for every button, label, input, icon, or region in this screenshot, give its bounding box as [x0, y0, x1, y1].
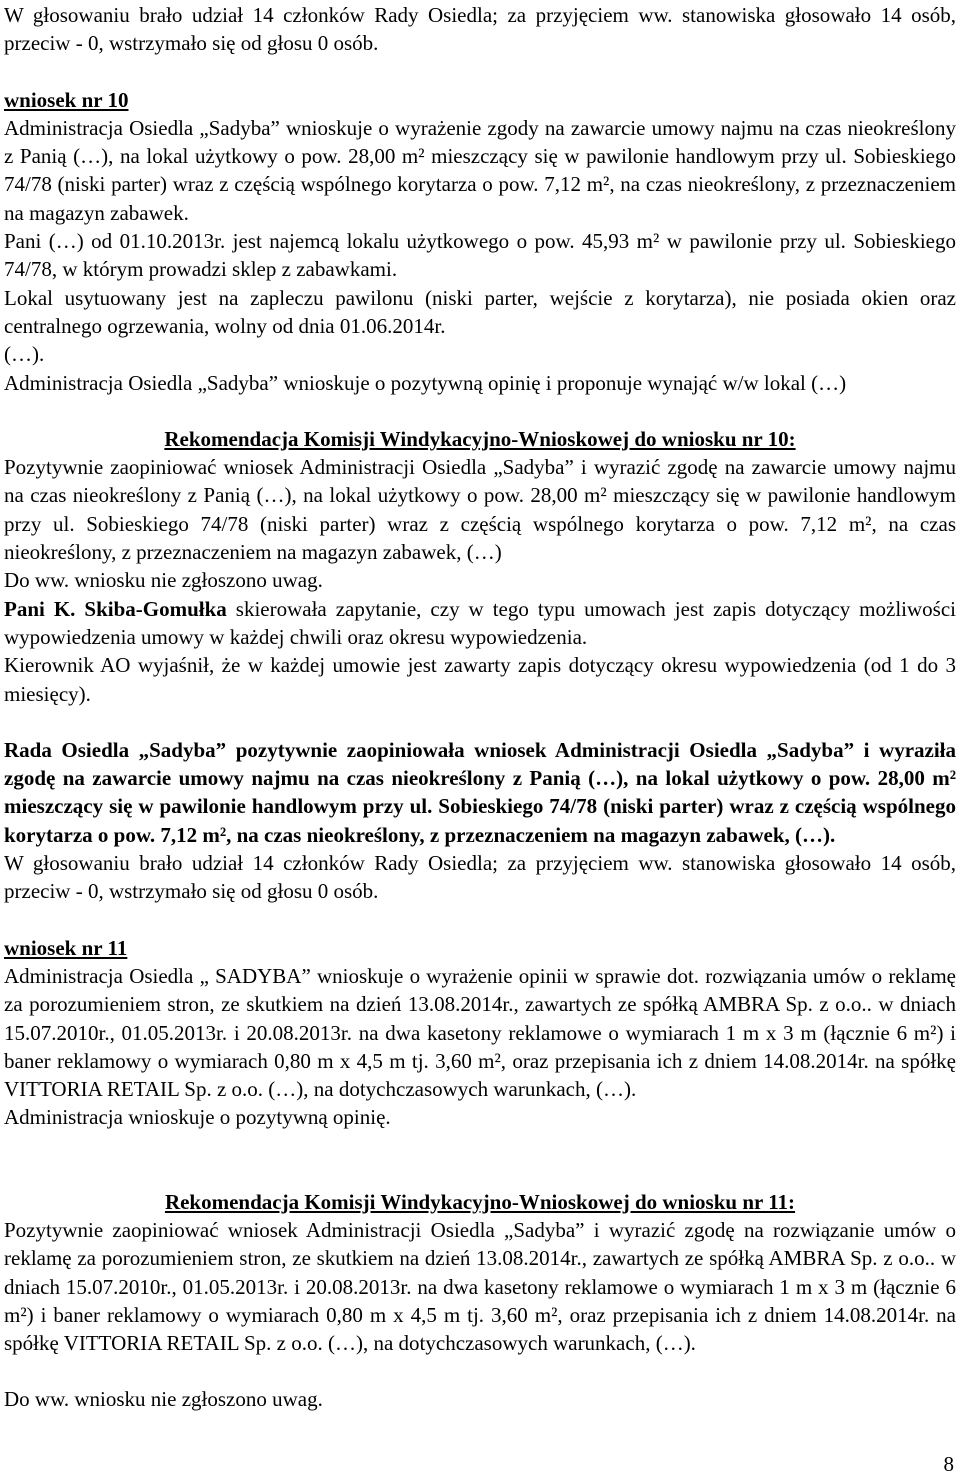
- motion-10-paragraph-1: Administracja Osiedla „Sadyba” wnioskuje o wyrażenie zgody na zawarcie umowy najmu na czas nieokreślony z Panią (…), na lokal użytkowy o pow. 28,00 m² mieszczący się w pawilonie handlowym przy ul. Sobieskiego 74/78 (niski parter) wraz z częścią wspólnego korytarza o pow. 7,12 m², na czas nieokreślony, z przeznaczeniem na magazyn zabawek.: [4, 115, 956, 225]
- motion-10-paragraph-4: (…).: [4, 342, 45, 367]
- motion-10-recommendation-heading: Rekomendacja Komisji Windykacyjno-Wnioskowej do wniosku nr 10:: [164, 426, 796, 451]
- motion-11-paragraph-1: Administracja Osiedla „ SADYBA” wnioskuje o wyrażenie opinii w sprawie dot. rozwiązania umów o reklamę za porozumieniem stron, ze skutkiem na dzień 13.08.2014r., zawartych ze spółką AMBRA Sp. z o.o.. w dniach 15.07.2010r., 01.05.2013r. i 20.08.2013r. na dwa kasetony reklamowe o wymiarach 1 m x 3 m (łącznie 6 m²) i baner reklamowy o wymiarach 0,80 m x 4,5 m tj. 3,60 m², oraz przepisania ich z dniem 14.08.2014r. na spółkę VITTORIA RETAIL Sp. z o.o. (…), na dotychczasowych warunkach, (…).: [4, 963, 956, 1102]
- motion-10-paragraph-3: Lokal usytuowany jest na zapleczu pawilonu (niski parter, wejście z korytarza), nie posiada okien oraz centralnego ogrzewania, wolny od dnia 01.06.2014r.: [4, 285, 956, 338]
- question-text: skierowała zapytanie, czy w tego typu umowach jest zapis dotyczący możliwości wypowiedzenia umowy w każdej chwili oraz okresu wypowiedzenia.: [4, 596, 957, 649]
- motion-10-resolution: Rada Osiedla „Sadyba” pozytywnie zaopiniowała wniosek Administracji Osiedla „Sadyba” i wyraziła zgodę na zawarcie umowy najmu na czas nieokreślony z Panią (…), na lokal użytkowy o pow. 28,00 m² mieszczący się w pawilonie handlowym przy ul. Sobieskiego 74/78 (niski parter) wraz z częścią wspólnego korytarza o pow. 7,12 m², na czas nieokreślony, z przeznaczeniem na magazyn zabawek, (…).: [4, 737, 956, 847]
- motion-10-heading: wniosek nr 10: [4, 87, 129, 112]
- motion-11-paragraph-2: Administracja wnioskuje o pozytywną opinię.: [4, 1105, 391, 1130]
- motion-10-paragraph-2: Pani (…) od 01.10.2013r. jest najemcą lokalu użytkowego o pow. 45,93 m² w pawilonie przy ul. Sobieskiego 74/78, w którym prowadzi sklep z zabawkami.: [4, 229, 956, 282]
- spacer: [4, 1160, 956, 1188]
- motion-10-no-remarks: Do ww. wniosku nie zgłoszono uwag.: [4, 568, 323, 593]
- spacer: [4, 1357, 956, 1385]
- motion-10-paragraph-5: Administracja Osiedla „Sadyba” wnioskuje o pozytywną opinię i proponuje wynająć w/w lokal (…): [4, 370, 847, 395]
- motion-10-vote: W głosowaniu brało udział 14 członków Rady Osiedla; za przyjęciem ww. stanowiska głosowało 14 osób, przeciw - 0, wstrzymało się od głosu 0 osób.: [4, 851, 956, 904]
- motion-10-question: [4, 595, 956, 652]
- motion-11-no-remarks: Do ww. wniosku nie zgłoszono uwag.: [4, 1387, 323, 1412]
- spacer: [4, 906, 956, 934]
- motion-10-answer: Kierownik AO wyjaśnił, że w każdej umowie jest zawarty zapis dotyczący okresu wypowiedzenia (od 1 do 3 miesięcy).: [4, 653, 956, 706]
- motion-10-recommendation-text: Pozytywnie zaopiniować wniosek Administracji Osiedla „Sadyba” i wyrazić zgodę na zawarcie umowy najmu na czas nieokreślony z Panią (…), na lokal użytkowy o pow. 28,00 m² mieszczący się w pawilonie handlowym przy ul. Sobieskiego 74/78 (niski parter) wraz z częścią wspólnego korytarza o pow. 7,12 m², na czas nieokreślony, z przeznaczeniem na magazyn zabawek, (…): [4, 455, 956, 565]
- motion-11-heading: wniosek nr 11: [4, 935, 128, 960]
- intro-vote-paragraph: W głosowaniu brało udział 14 członków Rady Osiedla; za przyjęciem ww. stanowiska głosowało 14 osób, przeciw - 0, wstrzymało się od głosu 0 osób.: [4, 3, 956, 56]
- spacer: [4, 397, 956, 425]
- motion-11-recommendation-text: Pozytywnie zaopiniować wniosek Administracji Osiedla „Sadyba” i wyrazić zgodę na rozwiązanie umów o reklamę za porozumieniem stron, ze skutkiem na dzień 13.08.2014r., zawartych ze spółką AMBRA Sp. z o.o.. w dniach 15.07.2010r., 01.05.2013r. i 20.08.2013r. na dwa kasetony reklamowe o wymiarach 1 m x 3 m (łącznie 6 m²) i baner reklamowy o wymiarach 0,80 m x 4,5 m tj. 3,60 m², oraz przepisania ich z dniem 14.08.2014r. na spółkę VITTORIA RETAIL Sp. z o.o. (…), na dotychczasowych warunkach, (…).: [4, 1217, 956, 1356]
- questioner-name: Pani K. Skiba-Gomułka: [4, 596, 227, 621]
- spacer: [4, 1132, 956, 1160]
- spacer: [4, 58, 956, 86]
- motion-11-recommendation-heading: Rekomendacja Komisji Windykacyjno-Wnioskowej do wniosku nr 11:: [164, 1189, 796, 1214]
- page-number: 8: [943, 1452, 954, 1476]
- spacer: [4, 708, 956, 736]
